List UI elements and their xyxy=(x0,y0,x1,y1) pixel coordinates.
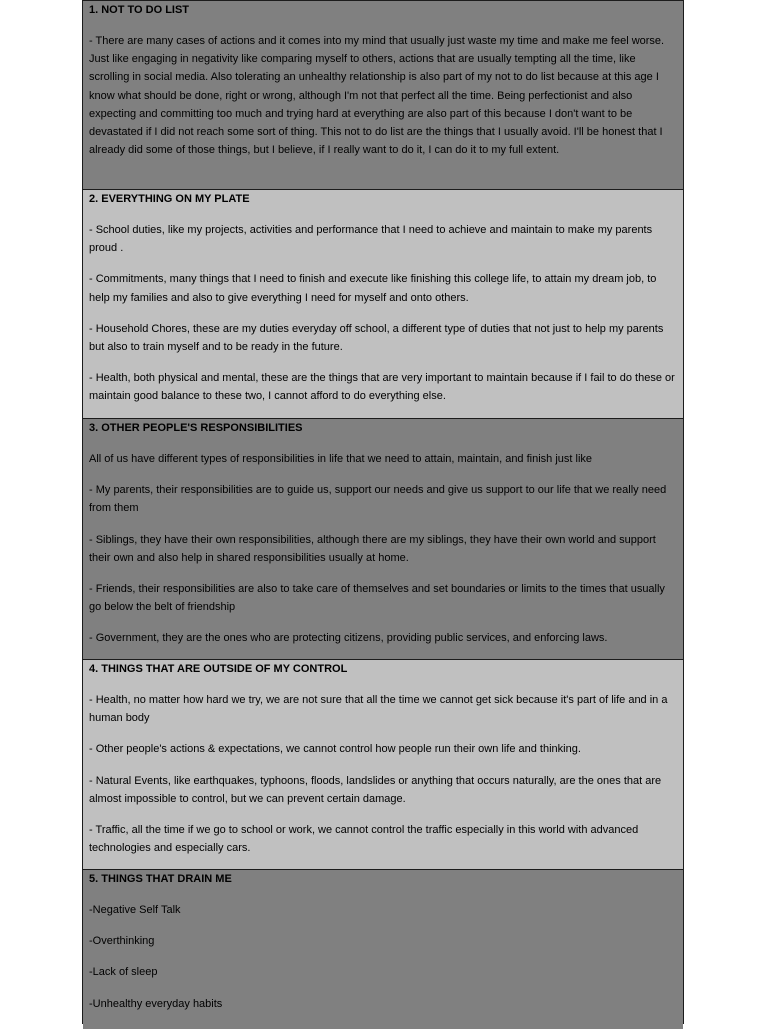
section-paragraph: - There are many cases of actions and it comes into my mind that usually just waste my time and make me feel worse. Just like engaging in negativity like comparing myself to others, actions that are usually tempting all the time, like scrolling in social media. Also tolerating an unhealthy relationship is also part of my not to do list because at this age I know what should be done, right or wrong, although I'm not that perfect all the time. Being perfectionist and also expecting and committing too much and trying hard at everything are also part of this because I don't want to be devastated if I did not reach some sort of thing. This not to do list are the things that I usually avoid. I'll be honest that I already did some of those things, but I believe, if I really want to do it, I can do it to my full extent. xyxy=(89,35,665,157)
section-paragraph: - My parents, their responsibilities are to guide us, support our needs and give us support to our life that we really need from them xyxy=(89,484,667,515)
section-paragraph: -Overthinking xyxy=(89,935,155,948)
section-outside-of-my-control xyxy=(83,659,683,870)
section-other-peoples-responsibilities xyxy=(83,418,683,660)
section-everything-on-my-plate xyxy=(83,189,683,419)
section-paragraph: - Household Chores, these are my duties everyday off school, a different type of duties that not just to help my parents but also to train myself and to be ready in the future. xyxy=(89,322,664,354)
section-paragraph: - Commitments, many things that I need to finish and execute like finishing this college life, to attain my dream job, to help my families and also to give everything I need for myself and onto others. xyxy=(89,273,657,304)
section-title: 5. THINGS THAT DRAIN ME xyxy=(89,873,232,885)
section-paragraph: - Friends, their responsibilities are also to take care of themselves and set boundaries or limits to the times that usually go below the belt of friendship xyxy=(89,583,665,614)
section-paragraph: -Lack of sleep xyxy=(89,966,158,979)
section-paragraph: - Other people's actions & expectations, we cannot control how people run their own life and thinking. xyxy=(89,743,581,756)
section-paragraph: - Natural Events, like earthquakes, typhoons, floods, landslides or anything that occurs naturally, are the ones that are almost impossible to control, but we can prevent certain damage. xyxy=(89,774,662,805)
section-paragraph: - Government, they are the ones who are protecting citizens, providing public services, and enforcing laws. xyxy=(89,632,608,645)
document-page xyxy=(82,0,684,1024)
section-things-that-drain-me xyxy=(83,869,683,1029)
section-paragraph: - Health, no matter how hard we try, we are not sure that all the time we cannot get sick because it's part of life and in a human body xyxy=(89,694,668,725)
section-paragraph: All of us have different types of responsibilities in life that we need to attain, maintain, and finish just like xyxy=(89,453,593,465)
section-title: 4. THINGS THAT ARE OUTSIDE OF MY CONTROL xyxy=(89,663,348,675)
section-title: 2. EVERYTHING ON MY PLATE xyxy=(89,193,250,205)
section-title: 1. NOT TO DO LIST xyxy=(89,4,190,16)
section-paragraph: - Health, both physical and mental, these are the things that are very important to maintain because if I fail to do these or maintain good balance to these two, I cannot afford to do everything else. xyxy=(89,372,675,403)
section-paragraph: -Negative Self Talk xyxy=(89,904,181,916)
section-paragraph: - Siblings, they have their own responsibilities, although there are my siblings, they have their own world and support their own and also help in shared responsibilities usually at home. xyxy=(89,533,656,564)
section-title: 3. OTHER PEOPLE'S RESPONSIBILITIES xyxy=(89,422,303,434)
section-paragraph: - School duties, like my projects, activities and performance that I need to achieve and maintain to make my parents proud . xyxy=(89,224,653,255)
section-not-to-do-list xyxy=(83,0,683,190)
section-paragraph: - Traffic, all the time if we go to school or work, we cannot control the traffic especially in this world with advanced technologies and especially cars. xyxy=(89,824,639,855)
section-paragraph: -Unhealthy everyday habits xyxy=(89,997,223,1010)
